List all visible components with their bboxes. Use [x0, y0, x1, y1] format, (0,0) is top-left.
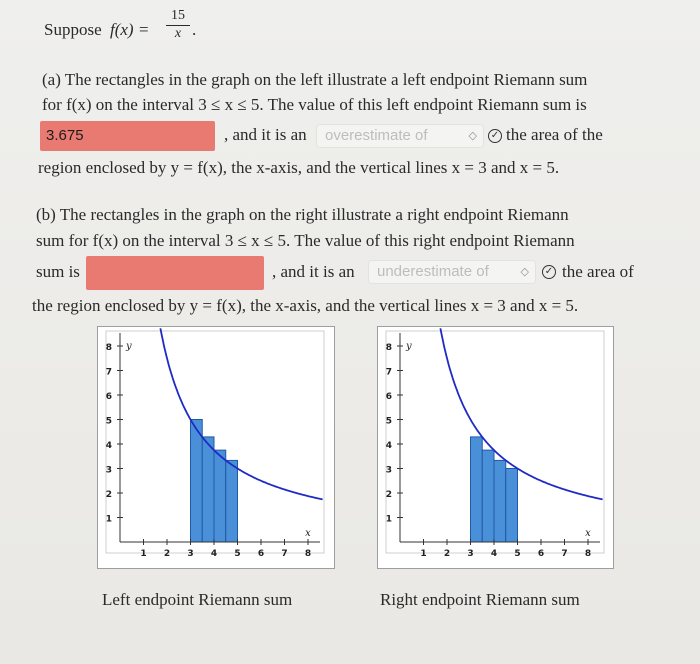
part-b-line1: (b) The rectangles in the graph on the right illustrate a right endpoint Riemann: [36, 205, 569, 224]
right-graph-rectangle-4: [506, 469, 518, 543]
left-graph-rectangle-3: [214, 450, 226, 542]
left-graph-y-tick-label-6: 6: [105, 392, 112, 402]
part-b-pre-text: sum is: [36, 262, 80, 281]
left-graph-x-tick-label-5: 5: [234, 549, 241, 559]
part-b-mid-text: , and it is an: [272, 262, 355, 281]
part-b-line4: the region enclosed by y = f(x), the x-axis, and the vertical lines x = 3 and x = 5.: [32, 296, 579, 315]
left-graph-caption: Left endpoint Riemann sum: [102, 590, 293, 609]
left-graph-rectangle-4: [226, 460, 238, 542]
part-a-line4: region enclosed by y = f(x), the x-axis, and the vertical lines x = 3 and x = 5.: [38, 158, 560, 177]
right-graph-x-tick-label-6: 6: [537, 549, 545, 559]
right-graph-x-tick-label-2: 2: [443, 549, 451, 559]
fraction-denominator: x: [174, 26, 182, 41]
left-graph-x-tick-label-4: 4: [210, 549, 218, 559]
left-graph-x-tick-label-8: 8: [304, 549, 312, 559]
right-graph-x-tick-label-8: 8: [584, 549, 592, 559]
right-graph-rectangle-3: [494, 460, 506, 542]
right-graph-x-tick-label-4: 4: [490, 549, 498, 559]
right-graph-x-tick-label-7: 7: [561, 549, 568, 559]
right-graph-x-tick-label-1: 1: [420, 549, 427, 559]
part-a-line1: (a) The rectangles in the graph on the left illustrate a left endpoint Riemann sum: [42, 70, 588, 89]
part-a-check-icon: ✓: [488, 129, 502, 143]
right-graph-y-tick-label-2: 2: [385, 490, 392, 500]
part-b-select-value: underestimate of: [377, 263, 489, 280]
left-graph-curve: [160, 328, 322, 499]
right-graph-y-tick-label-6: 6: [385, 392, 392, 402]
left-graph-y-tick-label-8: 8: [105, 343, 112, 353]
part-a-mid-text: , and it is an: [224, 125, 307, 144]
right-graph-svg: [378, 327, 613, 568]
left-graph-x-tick-label-6: 6: [257, 549, 265, 559]
right-graph-y-tick-label-7: 7: [385, 367, 392, 378]
left-graph-y-tick-label-7: 7: [105, 367, 112, 378]
left-graph-svg: [98, 327, 334, 568]
left-graph-x-axis-letter: x: [305, 528, 311, 539]
part-a-line2: for f(x) on the interval 3 ≤ x ≤ 5. The value of this left endpoint Riemann sum is: [42, 95, 587, 114]
part-b-check-icon: ✓: [542, 265, 556, 279]
left-graph-y-tick-label-2: 2: [105, 490, 112, 500]
right-graph-rectangle-1: [471, 437, 483, 542]
right-graph-curve: [440, 328, 602, 499]
part-a-answer-input[interactable]: 3.675: [40, 121, 215, 151]
right-graph-y-tick-label-3: 3: [385, 465, 392, 476]
right-riemann-graph: [377, 326, 614, 569]
part-a-select-value: overestimate of: [325, 127, 428, 144]
intro-prefix: Suppose: [44, 20, 102, 39]
right-graph-x-tick-label-3: 3: [467, 549, 474, 559]
right-graph-y-tick-label-8: 8: [385, 343, 392, 353]
right-graph-caption: Right endpoint Riemann sum: [380, 590, 580, 609]
left-riemann-graph: [97, 326, 335, 569]
left-graph-x-tick-label-3: 3: [187, 549, 194, 559]
intro-function: f(x) =: [110, 20, 150, 39]
chevron-updown-icon: ◇: [520, 266, 529, 278]
part-b-after-text: the area of: [562, 262, 634, 281]
right-graph-y-axis-letter: y: [406, 341, 412, 352]
right-graph-y-tick-label-4: 4: [385, 441, 392, 451]
left-graph-y-tick-label-1: 1: [105, 514, 112, 525]
part-a-estimate-select[interactable]: [316, 124, 484, 148]
right-graph-y-tick-label-1: 1: [385, 514, 392, 525]
part-a-after-text: the area of the: [506, 125, 603, 144]
intro-end: .: [192, 20, 197, 39]
intro-fraction: [166, 8, 190, 42]
part-b-answer-input[interactable]: [86, 256, 264, 290]
right-graph-y-tick-label-5: 5: [385, 416, 392, 427]
left-graph-x-tick-label-7: 7: [281, 549, 288, 559]
left-graph-y-tick-label-5: 5: [105, 416, 112, 427]
part-b-estimate-select[interactable]: [368, 260, 536, 284]
chevron-updown-icon: ◇: [468, 130, 477, 142]
fraction-numerator: 15: [166, 8, 190, 26]
left-graph-y-axis-letter: y: [126, 341, 132, 352]
right-graph-x-axis-letter: x: [585, 528, 591, 539]
right-graph-x-tick-label-5: 5: [514, 549, 521, 559]
part-b-line2: sum for f(x) on the interval 3 ≤ x ≤ 5. The value of this right endpoint Riemann: [36, 231, 575, 250]
left-graph-rectangle-1: [191, 420, 203, 543]
left-graph-rectangle-2: [202, 437, 214, 542]
right-graph-rectangle-2: [482, 450, 494, 542]
left-graph-x-tick-label-1: 1: [140, 549, 147, 559]
left-graph-y-tick-label-3: 3: [105, 465, 112, 476]
left-graph-x-tick-label-2: 2: [163, 549, 171, 559]
left-graph-y-tick-label-4: 4: [105, 441, 112, 451]
